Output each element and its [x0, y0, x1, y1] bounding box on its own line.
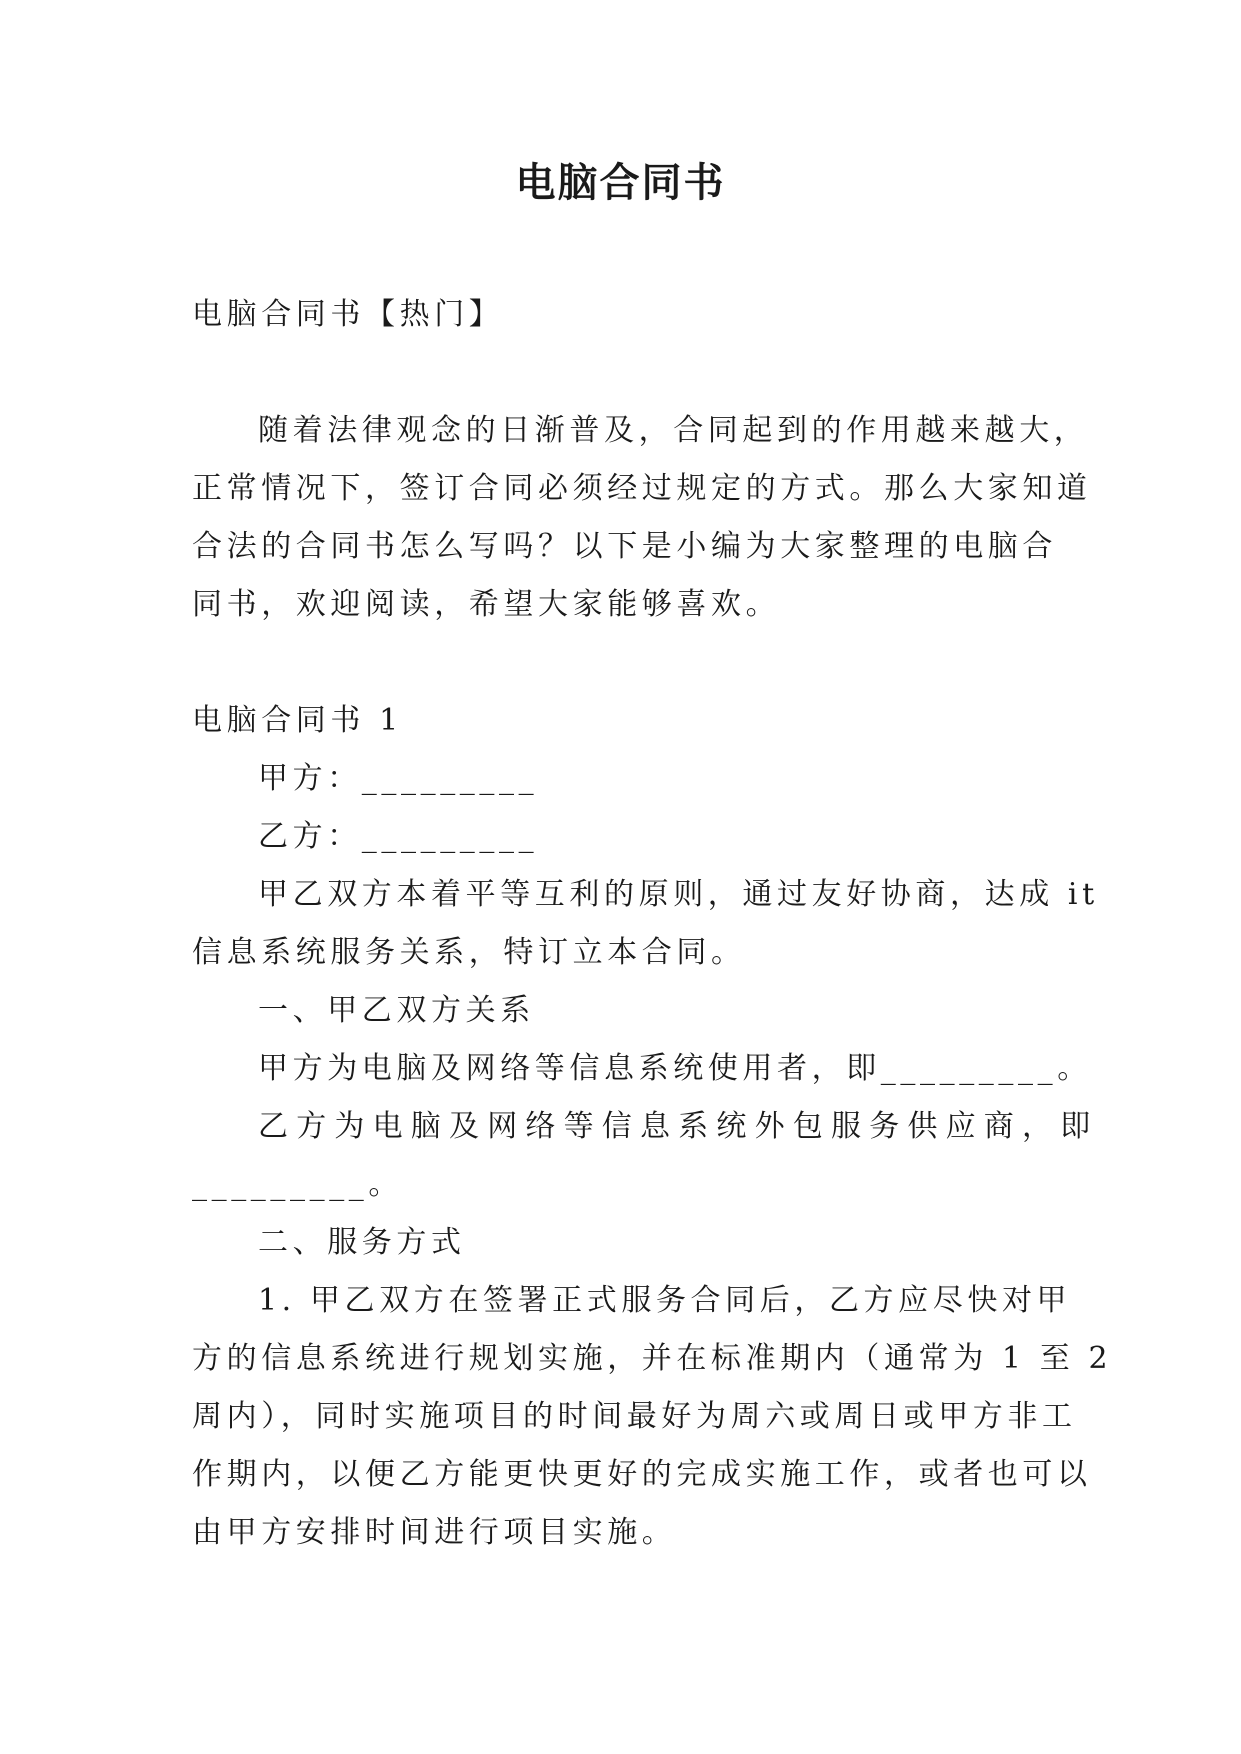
clause2-item1-line-3: 周内），同时实施项目的时间最好为周六或周日或甲方非工	[192, 1399, 1077, 1434]
intro-line-1: 随着法律观念的日渐普及，合同起到的作用越来越大，	[258, 413, 1089, 448]
clause1-party-a: 甲方为电脑及网络等信息系统使用者，即_________。	[258, 1051, 1092, 1086]
intro-line-2: 正常情况下，签订合同必须经过规定的方式。那么大家知道	[192, 471, 1092, 506]
intro-line-3: 合法的合同书怎么写吗？以下是小编为大家整理的电脑合	[192, 529, 1057, 564]
document-title: 电脑合同书	[515, 160, 726, 206]
clause2-item1-line-1: 1. 甲乙双方在签署正式服务合同后，乙方应尽快对甲	[258, 1283, 1072, 1318]
clause2-item1-line-2: 方的信息系统进行规划实施，并在标准期内（通常为 1 至 2	[192, 1341, 1113, 1376]
clause1-party-b-line-1: 乙方为电脑及网络等信息系统外包服务供应商，即	[258, 1109, 1099, 1144]
principle-line-1: 甲乙双方本着平等互利的原则，通过友好协商，达成 it	[258, 877, 1099, 912]
section-title: 电脑合同书 1	[192, 703, 403, 738]
clause1-party-b-line-2: _________。	[192, 1167, 403, 1202]
clause1-heading: 一、甲乙双方关系	[258, 993, 535, 1028]
party-a-line: 甲方：_________	[258, 761, 539, 796]
clause2-item1-line-4: 作期内，以便乙方能更快更好的完成实施工作，或者也可以	[192, 1457, 1092, 1492]
principle-line-2: 信息系统服务关系，特订立本合同。	[192, 935, 746, 970]
intro-line-4: 同书，欢迎阅读，希望大家能够喜欢。	[192, 587, 781, 622]
clause2-heading: 二、服务方式	[258, 1225, 466, 1260]
party-b-line: 乙方：_________	[258, 819, 539, 854]
document-subtitle: 电脑合同书【热门】	[192, 297, 504, 332]
clause2-item1-line-5: 由甲方安排时间进行项目实施。	[192, 1515, 677, 1550]
